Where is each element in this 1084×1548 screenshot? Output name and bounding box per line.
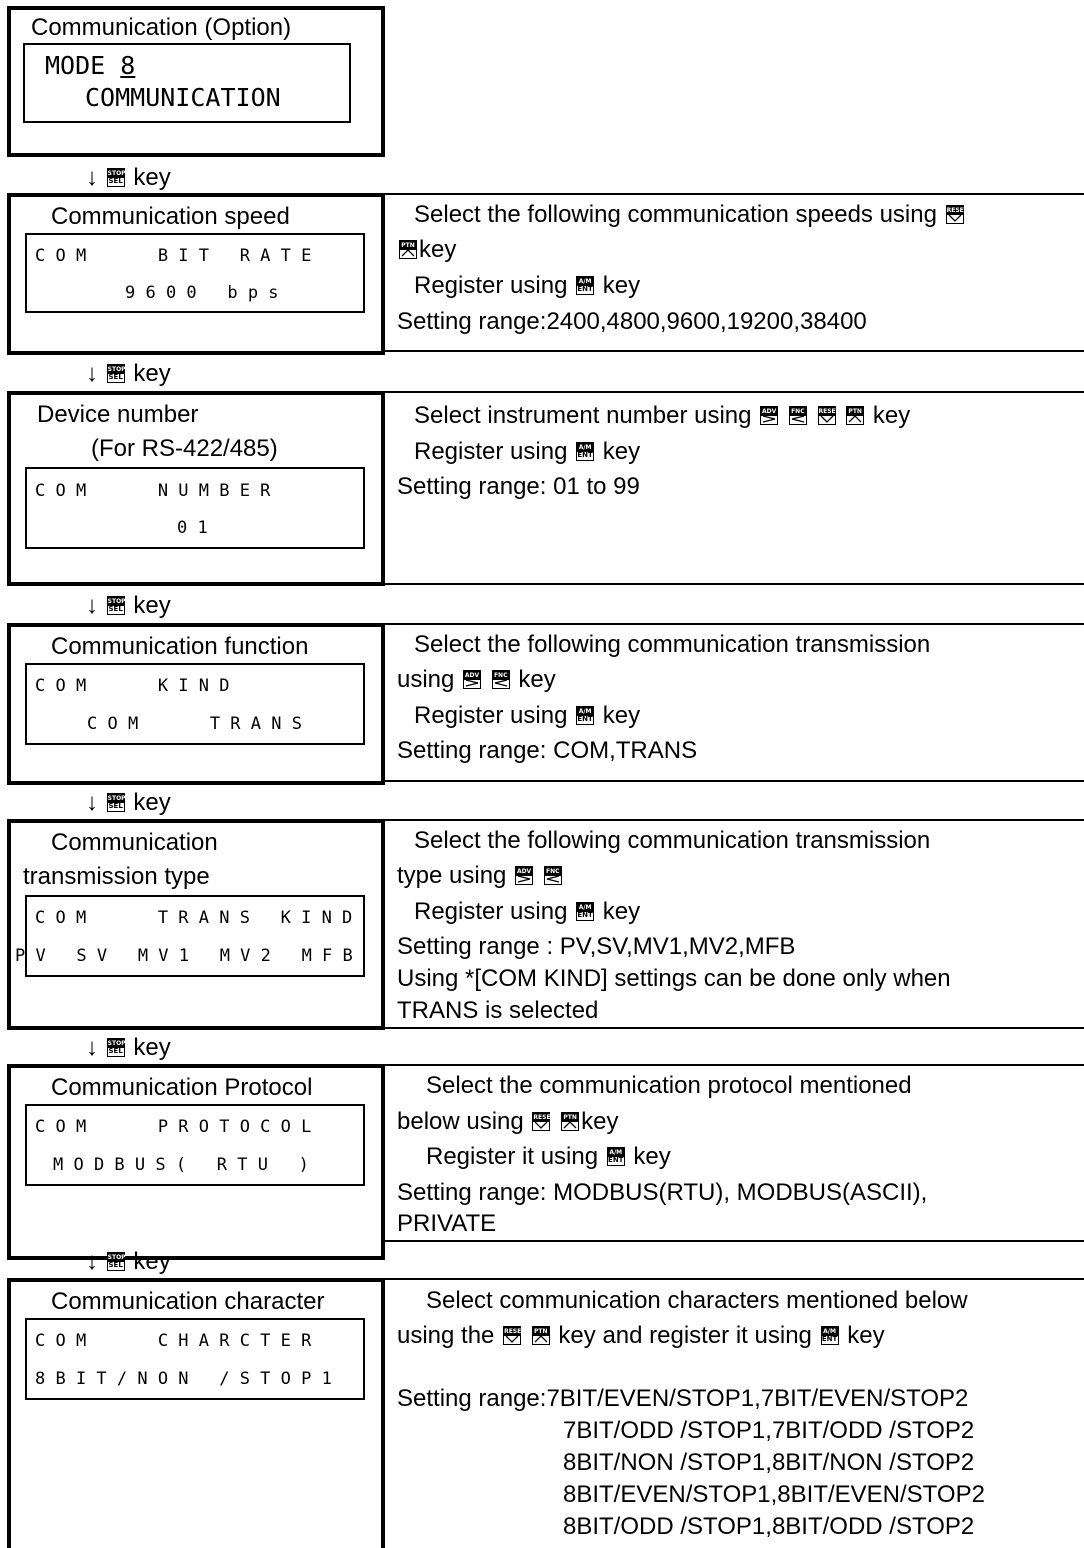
device-number-title: Device number [37, 401, 199, 428]
character-desc-line4: 7BIT/ODD /STOP1,7BIT/ODD /STOP2 [563, 1417, 975, 1444]
down-arrow-icon: ↓ [86, 164, 98, 191]
stop-sel-key-icon: STOP SEL [107, 170, 126, 185]
down-arrow-icon: ↓ [86, 1034, 98, 1061]
next-step-indicator: ↓ STOP SEL key [86, 1034, 171, 1061]
speed-lcd-line1: C O M B I T R A T E [35, 246, 312, 266]
speed-desc-line1: Select the following communication speeds using RESET [414, 201, 968, 228]
ptn-up-key-icon: PTN [532, 1326, 550, 1345]
ptn-up-key-icon: PTN [399, 240, 417, 259]
am-ent-key-icon: A/M ENT [577, 278, 593, 293]
row-divider [385, 193, 1084, 195]
protocol-desc-line5: PRIVATE [397, 1210, 497, 1237]
function-lcd [25, 663, 365, 745]
protocol-box [7, 1064, 385, 1260]
character-lcd-line1: C O M C H A R C T E R [35, 1331, 312, 1351]
transtype-desc-line5: Using *[COM KIND] settings can be done only when [397, 965, 951, 992]
row-divider [385, 780, 1084, 782]
device-desc-line2: Register using A/M ENT key [414, 438, 641, 465]
stop-sel-key-icon: STOP SEL [107, 1254, 126, 1269]
function-box [7, 623, 385, 785]
ptn-up-key-icon: PTN [846, 406, 864, 425]
am-ent-key-icon: A/M ENT [577, 708, 593, 723]
character-desc-line6: 8BIT/EVEN/STOP1,8BIT/EVEN/STOP2 [563, 1481, 985, 1508]
next-step-indicator: ↓ STOP SEL key [86, 360, 171, 387]
down-arrow-icon: ↓ [86, 1248, 98, 1275]
ptn-up-key-icon: PTN [561, 1112, 579, 1131]
mode-line1: MODE 8 [45, 51, 136, 80]
function-lcd-line1: C O M K I N D [35, 676, 230, 696]
adv-right-key-icon: ADV [760, 406, 778, 425]
adv-right-key-icon: ADV [463, 670, 481, 689]
adv-right-key-icon: ADV [515, 866, 533, 885]
row-divider [385, 1064, 1084, 1066]
am-ent-key-icon: A/M ENT [577, 444, 593, 459]
row-divider [385, 1027, 1084, 1029]
am-ent-key-icon: A/M ENT [608, 1149, 624, 1164]
mode-title: Communication (Option) [31, 14, 292, 41]
protocol-desc-line1: Select the communication protocol mentioned [426, 1072, 912, 1099]
row-divider [385, 1240, 1084, 1242]
character-desc-line2: using the RESET PTN key and register it using A/M ENT key [397, 1322, 885, 1349]
transmission-type-lcd-line1: C O M T R A N S K I N D [35, 908, 353, 928]
device-number-box [7, 391, 385, 586]
transmission-type-lcd [15, 895, 365, 977]
next-step-indicator: ↓ STOP SEL key [86, 592, 171, 619]
row-divider [385, 391, 1084, 393]
reset-down-key-icon: RESET [818, 406, 836, 425]
protocol-desc-line4: Setting range: MODBUS(RTU), MODBUS(ASCII), [397, 1179, 928, 1206]
next-step-indicator: ↓ STOP SEL key [86, 1248, 171, 1275]
mode-box [7, 6, 385, 157]
row-divider [385, 1278, 1084, 1280]
protocol-lcd [25, 1104, 365, 1186]
reset-down-key-icon: RESET [503, 1326, 521, 1345]
character-desc-line1: Select communication characters mentioned below [426, 1287, 968, 1314]
down-arrow-icon: ↓ [86, 789, 98, 816]
next-step-indicator: ↓ STOP SEL key [86, 164, 171, 191]
stop-sel-key-icon: STOP SEL [107, 366, 126, 381]
function-desc-line3: Register using A/M ENT key [414, 702, 641, 729]
function-desc-line1: Select the following communication transmission [414, 631, 931, 658]
transtype-desc-line2: type using ADV FNC [397, 858, 564, 893]
row-divider [385, 350, 1084, 352]
function-title: Communication function [51, 633, 309, 660]
reset-down-key-icon: RESET [946, 205, 964, 224]
mode-line2: COMMUNICATION [85, 83, 281, 112]
character-box [7, 1278, 385, 1548]
character-lcd-line2: 8 B I T / N O N / S T O P 1 [35, 1369, 332, 1389]
transmission-type-lcd-line2: P V S V M V 1 M V 2 M F B [15, 946, 353, 966]
transmission-type-box [7, 819, 385, 1030]
fnc-left-key-icon: FNC [544, 866, 562, 885]
row-divider [385, 819, 1084, 821]
function-desc-line4: Setting range: COM,TRANS [397, 737, 698, 764]
function-lcd-line2: C O M T R A N S [87, 714, 302, 734]
stop-sel-key-icon: STOP SEL [107, 1040, 126, 1055]
device-number-lcd-line1: C O M N U M B E R [35, 481, 271, 501]
speed-lcd [25, 233, 365, 313]
reset-down-key-icon: RESET [532, 1112, 550, 1131]
stop-sel-key-icon: STOP SEL [107, 795, 126, 810]
speed-desc-line4: Setting range:2400,4800,9600,19200,38400 [397, 308, 867, 335]
protocol-desc-line3: Register it using A/M ENT key [426, 1143, 671, 1170]
mode-number: 8 [120, 51, 136, 80]
speed-lcd-line2: 9 6 0 0 b p s [125, 283, 279, 303]
speed-desc-line2: PTN key [397, 232, 456, 267]
speed-box [7, 193, 385, 355]
down-arrow-icon: ↓ [86, 592, 98, 619]
character-desc-line7: 8BIT/ODD /STOP1,8BIT/ODD /STOP2 [563, 1513, 975, 1540]
stop-sel-key-icon: STOP SEL [107, 598, 126, 613]
fnc-left-key-icon: FNC [492, 670, 510, 689]
row-divider [385, 623, 1084, 625]
transmission-type-subtitle: transmission type [23, 863, 210, 890]
transtype-desc-line1: Select the following communication transmission [414, 827, 931, 854]
function-desc-line2: using ADV FNC key [397, 666, 556, 693]
character-desc-line3: Setting range:7BIT/EVEN/STOP1,7BIT/EVEN/STOP2 [397, 1385, 969, 1412]
character-desc-line5: 8BIT/NON /STOP1,8BIT/NON /STOP2 [563, 1449, 975, 1476]
speed-desc-line3: Register using A/M ENT key [414, 272, 641, 299]
row-divider [385, 583, 1084, 585]
mode-lcd [23, 43, 351, 123]
device-number-lcd-line2: 0 1 [177, 518, 208, 538]
protocol-desc-line2: below using RESET PTN key [397, 1108, 619, 1135]
device-number-subtitle: (For RS-422/485) [91, 435, 278, 462]
am-ent-key-icon: A/M ENT [821, 1328, 838, 1343]
character-lcd [25, 1318, 365, 1400]
transtype-desc-line6: TRANS is selected [397, 997, 599, 1024]
device-desc-line3: Setting range: 01 to 99 [397, 473, 640, 500]
down-arrow-icon: ↓ [86, 360, 98, 387]
transtype-desc-line4: Setting range : PV,SV,MV1,MV2,MFB [397, 933, 796, 960]
protocol-lcd-line2: M O D B U S ( R T U ) [53, 1155, 309, 1175]
character-title: Communication character [51, 1288, 325, 1315]
fnc-left-key-icon: FNC [789, 406, 807, 425]
next-step-indicator: ↓ STOP SEL key [86, 789, 171, 816]
am-ent-key-icon: A/M ENT [577, 904, 593, 919]
protocol-title: Communication Protocol [51, 1074, 313, 1101]
speed-title: Communication speed [51, 203, 290, 230]
protocol-lcd-line1: C O M P R O T O C O L [35, 1117, 312, 1137]
device-number-lcd [25, 467, 365, 549]
transmission-type-title: Communication [51, 829, 218, 856]
transtype-desc-line3: Register using A/M ENT key [414, 898, 641, 925]
device-desc-line1: Select instrument number using ADV FNC RESET PTN key [414, 402, 911, 429]
